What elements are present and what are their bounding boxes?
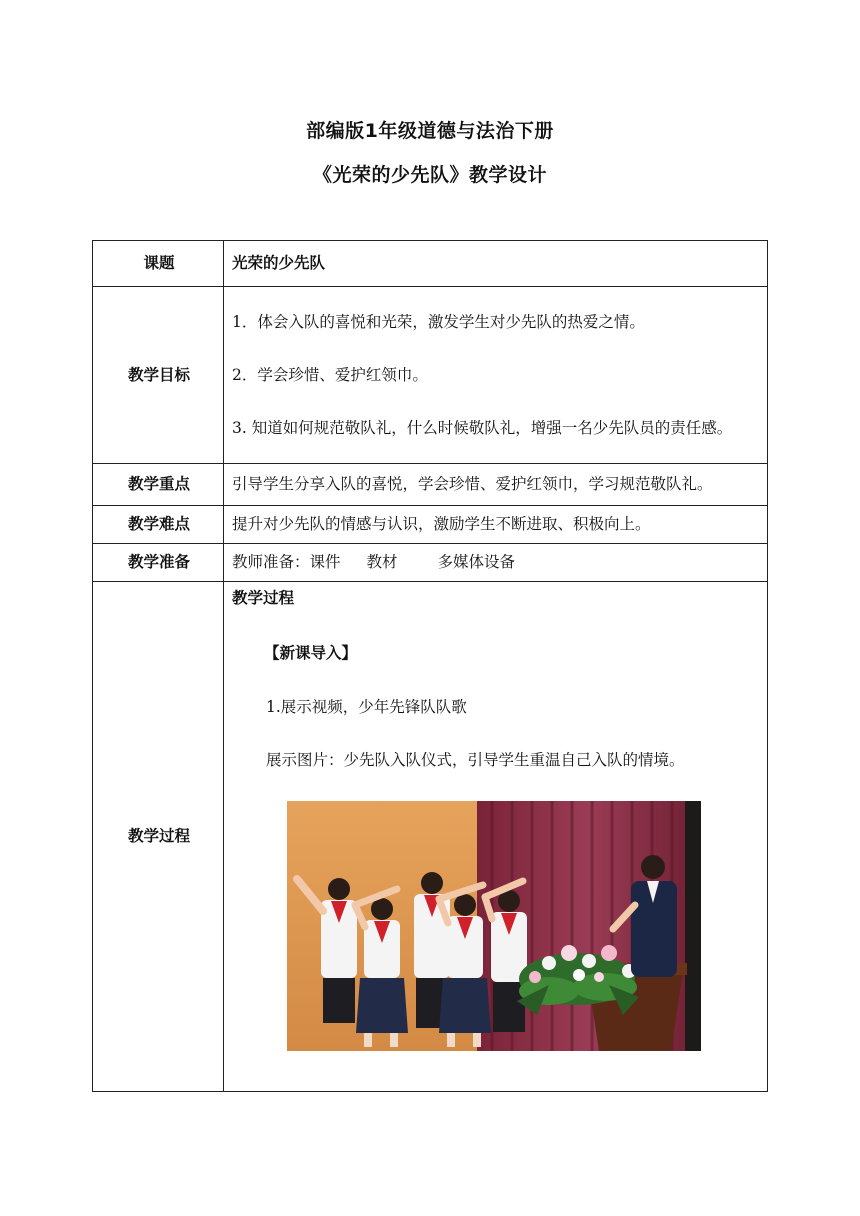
process-label: 教学过程 xyxy=(93,582,224,1092)
pioneer-ceremony-photo xyxy=(287,801,701,1051)
row-difficulty xyxy=(93,506,768,544)
prep-item: 教师准备：课件 xyxy=(232,553,341,572)
goal-item: 1．体会入队的喜悦和光荣，激发学生对少先队的热爱之情。 xyxy=(232,312,645,331)
prep-item: 教材 xyxy=(366,553,398,572)
prep-item: 多媒体设备 xyxy=(437,553,516,572)
document-subtitle: 《光荣的少先队》教学设计 xyxy=(312,164,547,186)
prep-label: 教学准备 xyxy=(93,544,224,582)
key-value: 引导学生分享入队的喜悦，学会珍惜、爱护红领巾，学习规范敬队礼。 xyxy=(224,464,768,506)
process-step: 展示图片：少先队入队仪式，引导学生重温自己入队的情境。 xyxy=(266,751,685,770)
section-heading: 【新课导入】 xyxy=(264,643,358,662)
goals-cell xyxy=(224,287,768,464)
row-process xyxy=(93,582,768,1092)
goal-item: 2．学会珍惜、爱护红领巾。 xyxy=(232,365,428,384)
difficulty-label: 教学难点 xyxy=(93,506,224,544)
goals-label: 教学目标 xyxy=(93,287,224,464)
topic-label: 课题 xyxy=(93,241,224,287)
row-preparation xyxy=(93,544,768,582)
lesson-plan-table xyxy=(92,240,768,1092)
document-title: 部编版1年级道德与法治下册 xyxy=(306,120,554,142)
process-cell xyxy=(224,582,768,1092)
process-heading: 教学过程 xyxy=(232,589,295,607)
row-topic xyxy=(93,241,768,287)
row-key-points xyxy=(93,464,768,506)
difficulty-value: 提升对少先队的情感与认识，激励学生不断进取、积极向上。 xyxy=(224,506,768,544)
process-step: 1.展示视频，少年先锋队队歌 xyxy=(266,697,467,716)
goal-item: 3. 知道如何规范敬队礼，什么时候敬队礼，增强一名少先队员的责任感。 xyxy=(232,418,733,437)
key-label: 教学重点 xyxy=(93,464,224,506)
prep-cell xyxy=(224,544,768,582)
row-goals xyxy=(93,287,768,464)
topic-value: 光荣的少先队 xyxy=(224,241,768,287)
